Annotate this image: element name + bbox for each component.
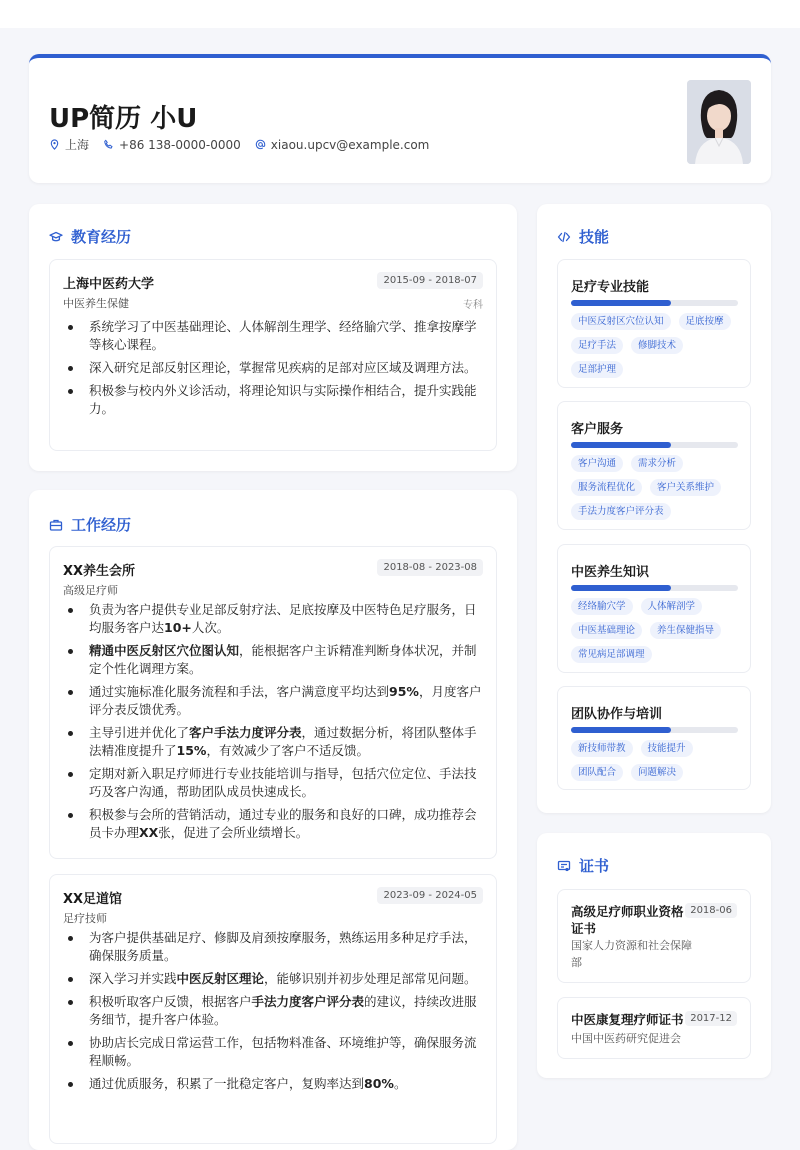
work-section: [29, 490, 517, 1150]
cert-item: [557, 889, 751, 983]
certs-heading: 证书: [557, 855, 609, 876]
work-heading: 工作经历: [49, 514, 131, 535]
candidate-name: UP简历 小U: [49, 104, 198, 134]
list-item: 通过优质服务，积累了一批稳定客户，复购率达到80%。: [63, 1075, 487, 1093]
list-item: 主导引进并优化了客户手法力度评分表，通过数据分析，将团队整体手法精准度提升了15%，有效减少了客户不适反馈。: [63, 724, 487, 760]
skill-level-fill: [571, 585, 671, 591]
date-badge: 2015-09 - 2018-07: [377, 272, 483, 289]
cert-issuer: 中国中医药研究促进会: [571, 1032, 681, 1045]
list-item: 负责为客户提供专业足部反射疗法、足底按摩及中医特色足疗服务，日均服务客户达10+人次。: [63, 601, 487, 637]
skill-tag: 足底按摩: [679, 313, 731, 330]
list-item: 深入研究足部反射区理论，掌握常见疾病的足部对应区域及调理方法。: [63, 359, 487, 377]
skills-section: [537, 204, 771, 813]
education-bullets: [63, 318, 487, 423]
phone-text: +86 138-0000-0000: [119, 137, 241, 152]
top-spacer: [0, 0, 800, 28]
phone-icon: [103, 139, 114, 150]
skill-tag: 问题解决: [631, 764, 683, 781]
skill-level-fill: [571, 442, 671, 448]
skill-tags: [571, 740, 743, 781]
education-heading: 教育经历: [49, 226, 131, 247]
education-item: [49, 259, 497, 451]
list-item: 积极听取客户反馈，根据客户手法力度客户评分表的建议，持续改进服务细节，提升客户体验。: [63, 993, 487, 1029]
profile-photo: [687, 80, 751, 164]
work-bullets: [63, 929, 487, 1098]
skill-tags: [571, 455, 743, 520]
school-name: 上海中医药大学: [63, 277, 155, 292]
skill-level-bar: [571, 585, 738, 591]
skill-tag: 常见病足部调理: [571, 646, 652, 663]
date-badge: 2018-08 - 2023-08: [377, 559, 483, 576]
skill-tag: 足部护理: [571, 361, 623, 378]
company-name: XX足道馆: [63, 892, 123, 907]
contact-row: [49, 136, 429, 153]
skill-card: [557, 259, 751, 388]
list-item: 通过实施标准化服务流程和手法，客户满意度平均达到95%，月度客户评分表反馈优秀。: [63, 683, 487, 719]
skill-tag: 养生保健指导: [650, 622, 721, 639]
company-name: XX养生会所: [63, 564, 136, 579]
cert-issuer: 国家人力资源和社会保障部: [571, 939, 692, 969]
certificate-icon: [557, 859, 571, 873]
work-bullets: [63, 601, 487, 847]
location-pin-icon: [49, 139, 60, 150]
list-item: 定期对新入职足疗师进行专业技能培训与指导，包括穴位定位、手法技巧及客户沟通，帮助团队成员快速成长。: [63, 765, 487, 801]
contact-phone: [103, 138, 241, 152]
skill-tag: 足疗手法: [571, 337, 623, 354]
role-text: 高级足疗师: [63, 584, 118, 597]
skill-level-bar: [571, 300, 738, 306]
skill-name: 足疗专业技能: [571, 280, 650, 295]
skill-tag: 中医基础理论: [571, 622, 642, 639]
skill-card: [557, 686, 751, 790]
education-section: [29, 204, 517, 471]
graduation-cap-icon: [49, 230, 63, 244]
list-item: 为客户提供基础足疗、修脚及肩颈按摩服务，熟练运用多种足疗手法，确保服务质量。: [63, 929, 487, 965]
skill-tag: 人体解剖学: [641, 598, 703, 615]
list-item: 精通中医反射区穴位图认知，能根据客户主诉精准判断身体状况，并制定个性化调理方案。: [63, 642, 487, 678]
email-text: xiaou.upcv@example.com: [270, 137, 430, 152]
code-icon: [557, 230, 571, 244]
skill-tag: 修脚技术: [631, 337, 683, 354]
contact-location: [49, 136, 89, 153]
skill-level-bar: [571, 727, 738, 733]
skill-tag: 经络腧穴学: [571, 598, 633, 615]
skill-tag: 中医反射区穴位认知: [571, 313, 671, 330]
cert-name: 高级足疗师职业资格证书: [571, 904, 684, 936]
work-item: [49, 874, 497, 1144]
list-item: 积极参与校内外义诊活动，将理论知识与实际操作相结合，提升实践能力。: [63, 382, 487, 418]
skill-level-bar: [571, 442, 738, 448]
role-text: 足疗技师: [63, 912, 107, 925]
date-badge: 2023-09 - 2024-05: [377, 887, 483, 904]
at-sign-icon: [255, 139, 266, 150]
skill-card: [557, 544, 751, 673]
date-badge: 2018-06: [685, 903, 737, 918]
list-item: 系统学习了中医基础理论、人体解剖生理学、经络腧穴学、推拿按摩学等核心课程。: [63, 318, 487, 354]
list-item: 深入学习并实践中医反射区理论，能够识别并初步处理足部常见问题。: [63, 970, 487, 988]
degree-text: 专科: [463, 300, 483, 311]
cert-item: [557, 997, 751, 1059]
skill-level-fill: [571, 727, 671, 733]
skill-tag: 新技师带教: [571, 740, 633, 757]
resume-header: [29, 54, 771, 183]
skill-tag: 团队配合: [571, 764, 623, 781]
skill-tag: 需求分析: [631, 455, 683, 472]
skill-name: 团队协作与培训: [571, 707, 663, 722]
skill-tag: 客户沟通: [571, 455, 623, 472]
skill-card: [557, 401, 751, 530]
certs-section: [537, 833, 771, 1078]
date-badge: 2017-12: [685, 1011, 737, 1026]
skills-heading: 技能: [557, 226, 609, 247]
list-item: 协助店长完成日常运营工作，包括物料准备、环境维护等，确保服务流程顺畅。: [63, 1034, 487, 1070]
skill-tag: 技能提升: [641, 740, 693, 757]
cert-name: 中医康复理疗师证书: [571, 1012, 684, 1027]
list-item: 积极参与会所的营销活动，通过专业的服务和良好的口碑，成功推荐会员卡办理XX张，促进了会所业绩增长。: [63, 806, 487, 842]
work-item: [49, 546, 497, 859]
skill-tags: [571, 313, 743, 378]
skill-tag: 客户关系维护: [650, 479, 721, 496]
skill-tags: [571, 598, 743, 663]
location-text: 上海: [65, 138, 90, 152]
skill-tag: 手法力度客户评分表: [571, 503, 671, 520]
skill-name: 客户服务: [571, 422, 624, 437]
skill-level-fill: [571, 300, 671, 306]
briefcase-icon: [49, 518, 63, 532]
major-text: 中医养生保健: [63, 297, 129, 310]
skill-name: 中医养生知识: [571, 565, 650, 580]
contact-email: [255, 138, 430, 152]
skill-tag: 服务流程优化: [571, 479, 642, 496]
